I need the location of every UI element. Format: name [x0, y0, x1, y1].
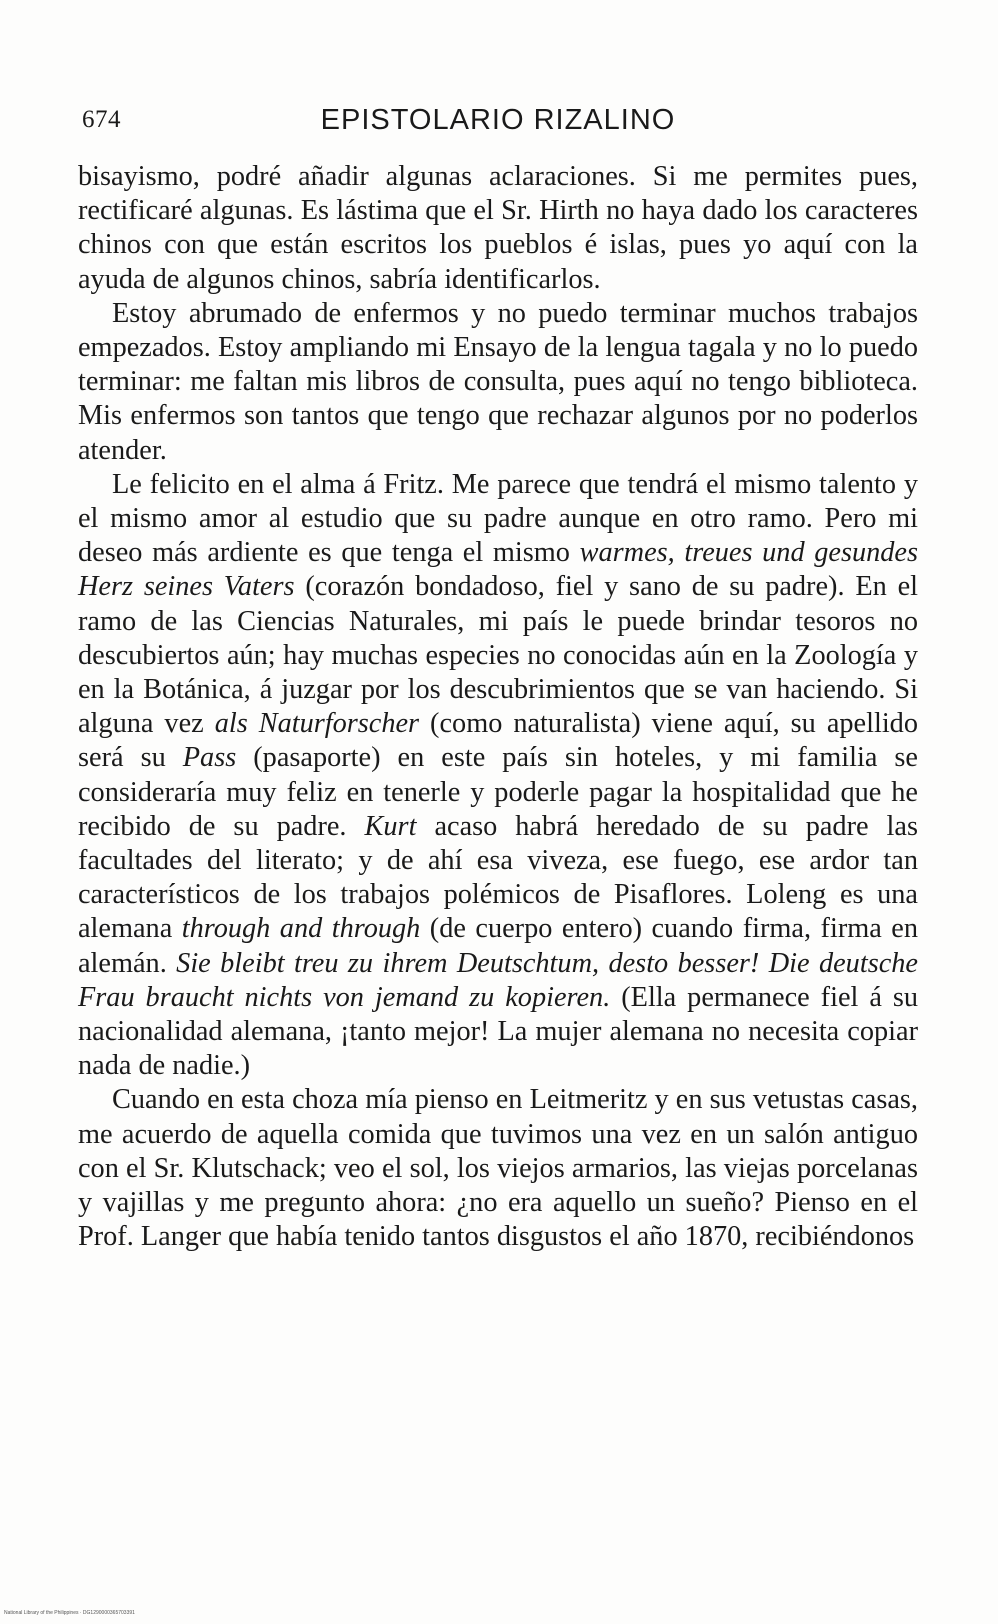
- italic-text: Pass: [182, 742, 237, 774]
- paragraph: [78, 297, 918, 468]
- page-number: 674: [82, 106, 121, 133]
- italic-text: Kurt: [364, 810, 417, 842]
- text-run: (pasaporte) en este país sin hoteles, y mi familia se consideraría muy feliz en tenerle y poderle pagar la hospitalidad que he recibido de su padre.: [78, 742, 918, 842]
- page-header: [82, 104, 914, 144]
- body-text: [78, 160, 918, 1255]
- text-run: Le felicito en el alma á Fritz. Me parece que tendrá el mismo talento y el mismo amor al estudio que su padre aunque en otro ramo. Pero mi deseo más ardiente es que tenga el mismo: [78, 468, 918, 569]
- text-run: (como naturalista) viene aquí, su apellido será su: [78, 708, 918, 774]
- italic-text: warmes, treues und gesundes Herz seines Vaters: [78, 537, 918, 603]
- footer-credit: National Library of the Philippines · DG1290000365703391: [4, 1610, 135, 1616]
- text-run: acaso habrá heredado de su padre las facultades del literato; y de ahí esa viveza, ese fuego, ese ardor tan característicos de los trabajos polémicos de Pisaflores. Loleng es una alemana: [78, 810, 918, 945]
- paragraph: [78, 160, 918, 297]
- text-run: (corazón bondadoso, fiel y sano de su padre). En el ramo de las Ciencias Naturales, mi país le puede brindar tesoros no descubiertos aún; hay muchas especies no conocidas aún en la Zoología y en la Botánica, á juzgar por los descubrimientos que se van haciendo. Si alguna vez: [78, 571, 919, 740]
- italic-text: Sie bleibt treu zu ihrem Deutschtum, desto besser! Die deutsche Frau braucht nichts von jemand zu kopieren.: [78, 947, 918, 1013]
- text-run: bisayismo, podré añadir algunas aclaraciones. Si me permites pues, rectificaré algunas. Es lástima que el Sr. Hirth no haya dado los caracteres chinos con que están escritos los pueblos é islas, pues yo aquí con la ayuda de algunos chinos, sabría identificarlos.: [78, 161, 918, 295]
- text-run: (Ella permanece fiel á su nacionalidad alemana, ¡tanto mejor! La mujer alemana no necesita copiar nada de nadie.): [78, 981, 918, 1082]
- text-run: Estoy abrumado de enfermos y no puedo terminar muchos trabajos empezados. Estoy ampliando mi Ensayo de la lengua tagala y no lo puedo terminar: me faltan mis libros de consulta, pues aquí no tengo biblioteca. Mis enfermos son tantos que tengo que rechazar algunos por no poderlos atender.: [78, 297, 918, 466]
- text-run: Cuando en esta choza mía pienso en Leitmeritz y en sus vetustas casas, me acuerdo de aquella comida que tuvimos una vez en un salón antiguo con el Sr. Klutschack; veo el sol, los viejos armarios, las viejas porcelanas y vajillas y me pregunto ahora: ¿no era aquello un sueño? Pienso en el Prof. Langer que había tenido tantos disgustos el año 1870, recibiéndonos: [78, 1084, 918, 1253]
- text-run: (de cuerpo entero) cuando firma, firma en alemán.: [78, 913, 919, 979]
- paragraph: [78, 468, 918, 1084]
- italic-text: als Naturforscher: [214, 708, 420, 740]
- running-title: EPISTOLARIO RIZALINO: [320, 104, 676, 136]
- italic-text: through and through: [181, 913, 421, 945]
- paragraph: [78, 1083, 918, 1254]
